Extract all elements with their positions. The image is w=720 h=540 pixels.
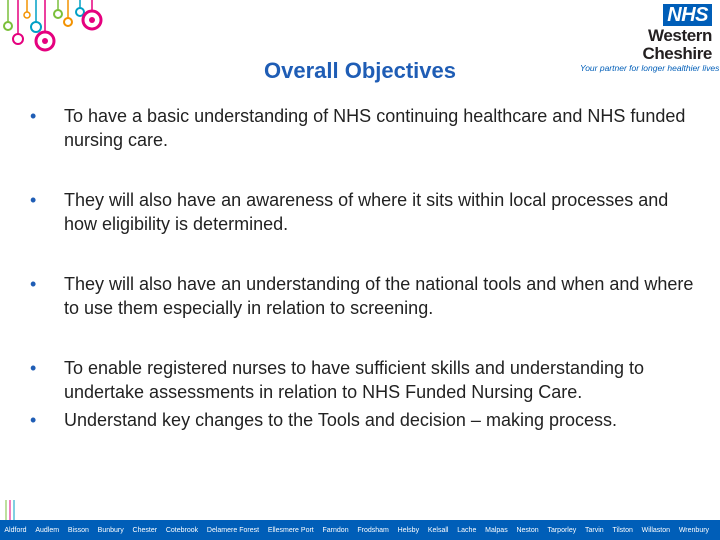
organisation-tagline: Your partner for longer healthier lives [580, 63, 720, 73]
footer-place: Bunbury [97, 526, 124, 534]
footer-place: Neston [516, 526, 539, 534]
footer-place: Audlem [35, 526, 60, 534]
footer-place: Tarvin [585, 526, 604, 534]
footer-place: Ellesmere Port [267, 526, 314, 534]
nhs-lozenge: NHS [663, 4, 712, 26]
footer-place: Farndon [322, 526, 349, 534]
list-item [30, 408, 700, 432]
bullet-icon: • [30, 410, 37, 430]
bullet-text: To have a basic understanding of NHS continuing healthcare and NHS funded nursing care. [64, 106, 686, 150]
bullet-text: They will also have an awareness of where it sits within local processes and how eligibility is determined. [64, 190, 669, 234]
footer-place: Lache [457, 526, 477, 534]
slide-title: Overall Objectives [264, 58, 456, 83]
footer-stripes-graphic [0, 500, 720, 520]
bullet-icon: • [30, 190, 37, 210]
bullet-text: To enable registered nurses to have sufficient skills and understanding to undertake assessments in relation to NHS Funded Nursing Care. [64, 358, 645, 402]
footer-place: Tilston [612, 526, 633, 534]
decorative-circles-graphic [0, 0, 110, 60]
organisation-name: Western Cheshire [642, 26, 712, 63]
list-item [30, 356, 700, 404]
footer-place: Helsby [397, 526, 420, 534]
footer-place: Bisson [67, 526, 89, 534]
bullet-icon: • [30, 106, 37, 126]
footer-place: Malpas [485, 526, 508, 534]
footer-place: Chester [132, 526, 158, 534]
footer-place: Kelsall [427, 526, 449, 534]
footer-place: Wrenbury [678, 526, 710, 534]
bullet-icon: • [30, 274, 37, 294]
list-item [30, 272, 700, 320]
footer-place: Frodsham [357, 526, 389, 534]
footer-place: Willaston [641, 526, 671, 534]
footer-place: Cotebrook [165, 526, 199, 534]
objectives-list [30, 104, 700, 432]
bullet-text: They will also have an understanding of the national tools and when and where to use them especially in relation to screening. [64, 274, 694, 318]
bullet-icon: • [30, 358, 37, 378]
bullet-text: Understand key changes to the Tools and decision – making process. [64, 410, 617, 430]
footer-place: Aldford [4, 526, 27, 534]
footer-place: Tarporley [547, 526, 577, 534]
footer-place: Delamere Forest [206, 526, 260, 534]
list-item [30, 188, 700, 236]
footer-places-bar [0, 520, 720, 540]
list-item [30, 104, 700, 152]
